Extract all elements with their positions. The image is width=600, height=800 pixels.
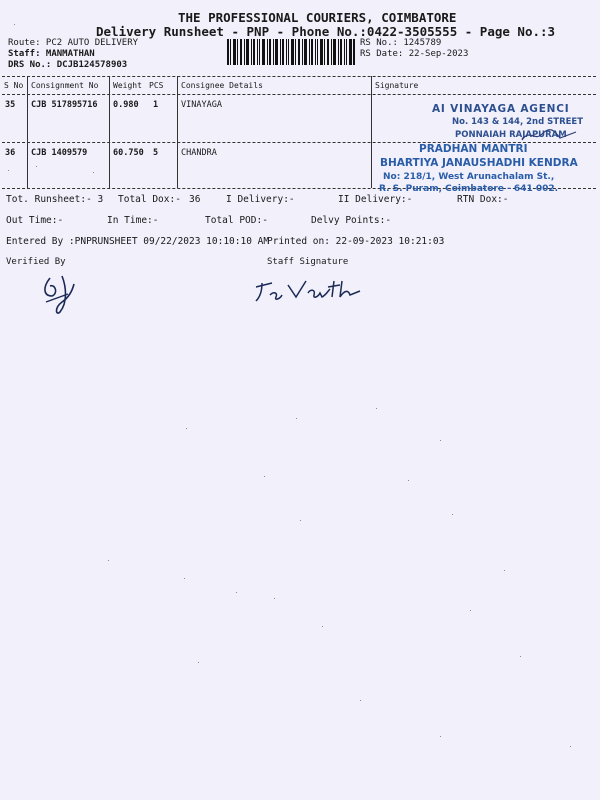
rtn-dox: RTN Dox:- — [457, 194, 509, 205]
total-dox-label: Total Dox:- — [118, 194, 181, 205]
verified-by-label: Verified By — [6, 257, 66, 267]
staff: Staff: MANMATHAN — [8, 49, 95, 59]
column-divider — [109, 76, 110, 188]
ii-delivery: II Delivery:- — [338, 194, 413, 205]
column-divider — [371, 76, 372, 188]
route: Route: PC2 AUTO DELIVERY — [8, 38, 139, 48]
table-top-rule — [2, 76, 596, 77]
barcode — [227, 39, 355, 65]
rs-number: RS No.: 1245789 — [360, 38, 442, 48]
i-delivery: I Delivery:- — [226, 194, 295, 205]
column-divider — [177, 76, 178, 188]
delvy-points: Delvy Points:- — [311, 215, 392, 226]
col-header-sno: S No — [4, 81, 24, 90]
row-consignment: CJB 517895716 — [31, 100, 98, 110]
stamp-line: No. 143 & 144, 2nd STREET — [452, 117, 584, 127]
row-sno: 36 — [5, 148, 16, 158]
row-consignee: CHANDRA — [181, 148, 217, 158]
col-header-consignee: Consignee Details — [181, 81, 263, 90]
tot-runsheet: Tot. Runsheet:- 3 — [6, 194, 104, 205]
col-header-consignment: Consignment No — [31, 81, 99, 90]
row-sno: 35 — [5, 100, 16, 110]
out-time: Out Time:- — [6, 215, 64, 226]
stamp-line: BHARTIYA JANAUSHADHI KENDRA — [380, 157, 578, 169]
verifier-signature — [38, 272, 84, 318]
total-pod: Total POD:- — [205, 215, 268, 226]
stamp-line: AI VINAYAGA AGENCI — [432, 103, 570, 115]
stamp-line: PONNAIAH RAJAPURAM — [455, 130, 567, 140]
table-header-rule — [2, 94, 596, 95]
consignee-signature — [520, 126, 580, 144]
stamp-line: No: 218/1, West Arunachalam St., — [383, 172, 555, 182]
row-consignment: CJB 1409579 — [31, 148, 88, 158]
row-weight: 60.750 — [113, 148, 144, 158]
row-consignee: VINAYAGA — [181, 100, 222, 110]
entered-by: Entered By :PNPRUNSHEET 09/22/2023 10:10:10 AM — [6, 236, 270, 247]
staff-signature-label: Staff Signature — [267, 257, 349, 267]
in-time: In Time:- — [107, 215, 159, 226]
stamp-line: PRADHAN MANTRI — [419, 143, 528, 155]
row-weight: 0.980 — [113, 100, 139, 110]
row-pcs: 5 — [153, 148, 159, 158]
staff-signature — [250, 275, 370, 305]
col-header-weight: Weight — [113, 81, 142, 90]
printed-on: Printed on: 22-09-2023 10:21:03 — [267, 236, 445, 247]
col-header-signature: Signature — [375, 81, 419, 90]
total-dox-value: 36 — [189, 194, 201, 205]
runsheet-title: Delivery Runsheet - PNP - Phone No.:0422-3505555 - Page No.:3 — [96, 24, 556, 39]
rs-date: RS Date: 22-Sep-2023 — [360, 49, 469, 59]
company-title: THE PROFESSIONAL COURIERS, COIMBATORE — [178, 10, 457, 25]
col-header-pcs: PCS — [149, 81, 164, 90]
column-divider — [27, 76, 28, 188]
row-pcs: 1 — [153, 100, 159, 110]
stamp-line: R. S. Puram, Coimbatore - 641 002. — [379, 184, 559, 194]
drs-number: DRS No.: DCJB124578903 — [8, 60, 128, 70]
